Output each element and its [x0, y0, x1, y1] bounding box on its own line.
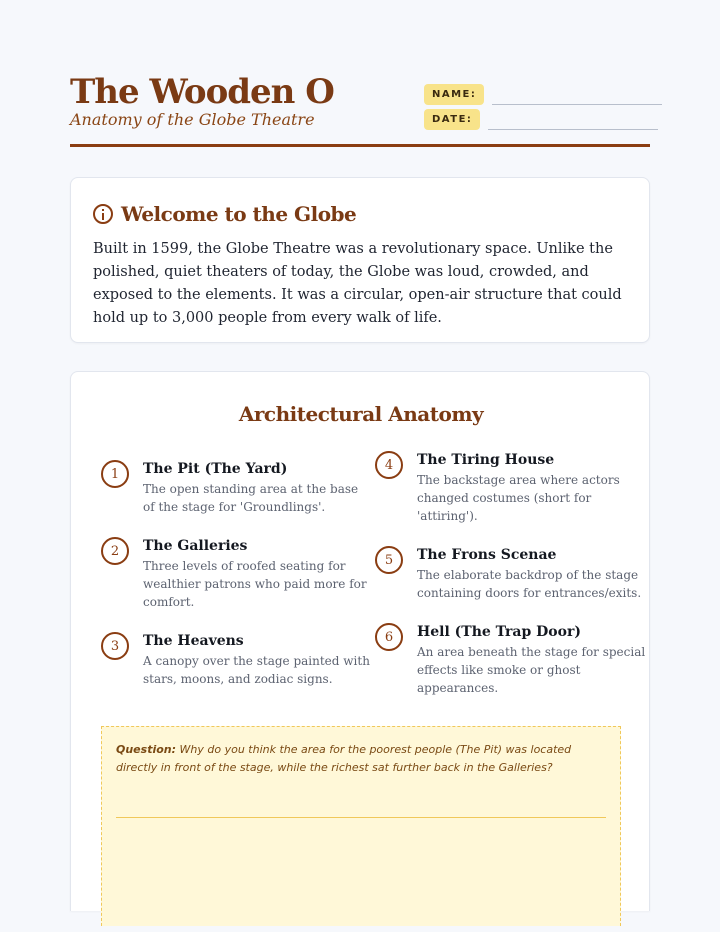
anatomy-card	[70, 371, 650, 911]
date-field	[424, 109, 658, 130]
anatomy-title: Architectural Anatomy	[238, 402, 484, 426]
item-title: The Pit (The Yard)	[143, 461, 288, 477]
item-description: The elaborate backdrop of the stage containing doors for entrances/exits.	[417, 568, 642, 600]
anatomy-item-5	[384, 547, 647, 602]
item-number: 3	[101, 632, 129, 660]
question-body: Why do you think the area for the poorest people (The Pit) was located directly in front of the stage, while the richest sat further back in the Galleries?	[116, 743, 572, 774]
item-number: 5	[375, 546, 403, 574]
anatomy-item-1	[110, 461, 373, 516]
anatomy-item-2	[110, 538, 373, 611]
item-description: Three levels of roofed seating for wealthier patrons who paid more for comfort.	[143, 559, 367, 609]
name-field	[424, 84, 662, 105]
item-description: The backstage area where actors changed costumes (short for 'attiring').	[417, 473, 620, 523]
item-title: The Frons Scenae	[417, 547, 557, 563]
item-description: A canopy over the stage painted with stars, moons, and zodiac signs.	[143, 654, 370, 686]
worksheet-header	[70, 68, 650, 148]
item-title: The Tiring House	[417, 452, 555, 468]
question-text	[116, 741, 596, 777]
intro-title: Welcome to the Globe	[121, 202, 357, 226]
intro-text: Built in 1599, the Globe Theatre was a revolutionary space. Unlike the polished, quiet theaters of today, the Globe was loud, crowded, and exposed to the elements. It was a circular, open-air structure that could hold up to 3,000 people from every walk of life.	[93, 241, 622, 326]
anatomy-item-4	[384, 452, 647, 525]
date-label: DATE:	[424, 109, 480, 130]
name-input-line[interactable]	[492, 104, 662, 105]
question-box	[101, 726, 621, 926]
anatomy-item-3	[110, 633, 373, 688]
anatomy-item-6	[384, 624, 647, 697]
item-number: 2	[101, 537, 129, 565]
name-label: NAME:	[424, 84, 484, 105]
item-title: Hell (The Trap Door)	[417, 624, 581, 640]
date-input-line[interactable]	[488, 129, 658, 130]
question-label: Question:	[116, 743, 177, 756]
item-number: 4	[375, 451, 403, 479]
answer-line[interactable]	[116, 817, 606, 818]
item-title: The Galleries	[143, 538, 248, 554]
item-description: The open standing area at the base of the stage for 'Groundlings'.	[143, 482, 359, 514]
item-number: 1	[101, 460, 129, 488]
intro-heading	[93, 202, 356, 226]
page-subtitle: Anatomy of the Globe Theatre	[70, 110, 315, 129]
item-description: An area beneath the stage for special effects like smoke or ghost appearances.	[417, 645, 646, 695]
item-title: The Heavens	[143, 633, 244, 649]
page-title: The Wooden O	[70, 72, 334, 112]
item-number: 6	[375, 623, 403, 651]
intro-card	[70, 177, 650, 343]
header-divider	[70, 144, 650, 147]
info-icon	[93, 204, 113, 224]
